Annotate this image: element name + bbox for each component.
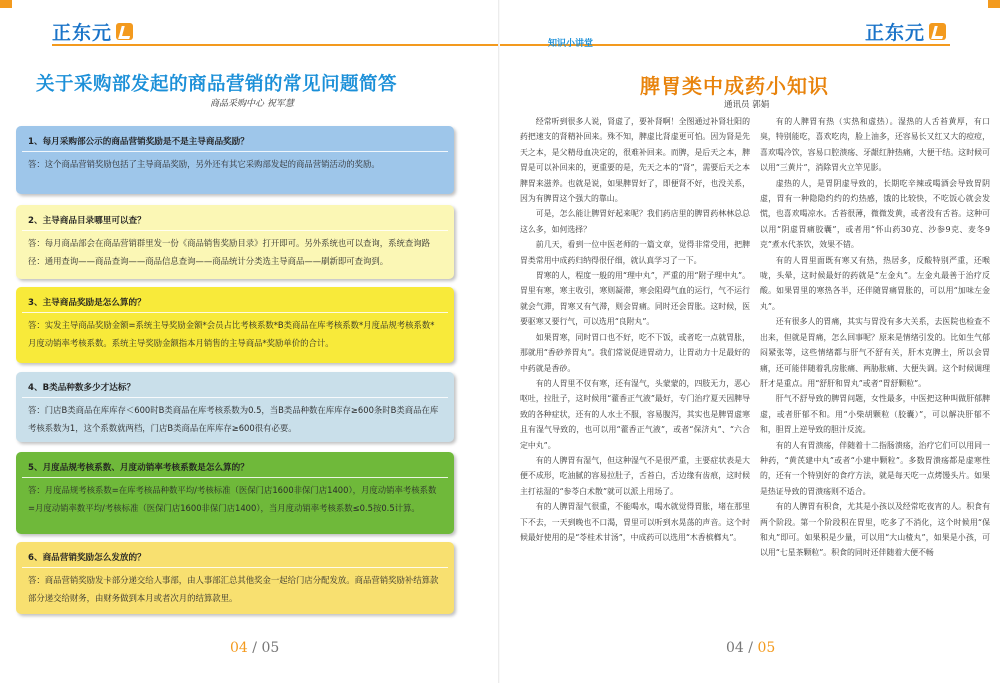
byline: 商品采购中心 祝军慧 [210,99,294,109]
page-title: 关于采购部发起的商品营销的常见问题简答 [36,74,398,95]
page-number [230,640,279,656]
article-paragraph: 前几天，看到一位中医老师的一篇文章，觉得非常受用，把脾胃类常用中成药归纳得很仔细，就认真学习了一下。 [520,240,750,265]
article-paragraph: 虚热的人，是胃阴虚导致的，长期吃辛辣或喝酒会导致胃阴虚，胃有一种隐隐约约的灼热感，饿的比较快，不吃饭心就会发慌，也喜欢喝凉水。舌苔很薄，微微发黄，或者没有舌苔。这种可以用“阴虚胃痛胶囊”，或者用“怀山药30克、沙参9克、麦冬9克”煮水代茶饮，效果不错。 [760,178,990,250]
article-paragraph: 有的人脾胃有积食，尤其是小孩以及经常吃夜宵的人。积食有两个阶段。第一个阶段积在胃里，吃多了不消化，这个时候用“保和丸”即可。如果积是少量，可以用“大山楂丸”，如果是小孩，可以用“七星茶颗粒”。积食的同时还伴随着大便不畅 [760,502,990,558]
logo-text: 正东元 [865,22,926,44]
faq-answer: 答：这个商品营销奖励包括了主导商品奖励，另外还有其它采购部发起的商品营销活动的奖励。 [28,159,380,169]
top-accent-bar [0,0,12,8]
faq-card [16,126,454,194]
logo-mark-icon [929,23,946,40]
article-paragraph: 有的人脾胃有湿气，但这种湿气不是很严重，主要症状表是大便不成形，吃油腻的容易拉肚子，舌苔白，舌边缘有齿痕，这时候主打祛湿的“参苓白术散”就可以派上用场了。 [520,455,750,496]
header-rule [52,44,500,46]
page-number-other: 05 [261,640,280,656]
faq-answer: 答：门店B类商品在库库存＜600时B类商品在库考核系数为0.5，当B类品种数在库库存≥600条时B类商品在库考核系数为1，这个系数就两档，门店B类商品在库库存≥600很有必要。 [28,405,439,433]
page-number-sep: / [748,640,753,656]
faq-question: 5、月度品规考核系数、月度动销率考核系数是怎么算的？ [28,463,249,473]
section-header: 知识小讲堂 [548,39,594,49]
page-number-current: 04 [230,640,248,656]
byline: 通讯员 郭娟 [724,100,770,110]
article-paragraph: 有的人脾胃湿气很重，不能喝水，喝水就觉得胃胀，堵在那里下不去，一天到晚也不口渴，胃里可以听到水晃荡的声音。这个时候最好使用的是“苓桂术甘汤”，中成药可以选用“木香槟榔丸”。 [520,502,750,542]
logo-mark-icon [116,23,133,40]
faq-card [16,205,454,279]
article-paragraph: 有的人有胃溃疡，伴随着十二指肠溃疡，治疗它们可以用同一种药，“黄芪建中丸”或者“小建中颗粒”。多数胃溃疡都是虚寒性的，还有一个特别好的食疗方法，就是每天吃一点烤馒头片。如果是热证导致的胃溃疡则不适合。 [760,440,990,496]
article-paragraph: 胃寒的人，程度一般的用“理中丸”，严重的用“附子理中丸”。胃里有寒，寒主收引，寒则凝滞，寒会阻碍气血的运行，气不运行就会气滞，胃寒又有气滞，则会胃痛。同时还会胃胀。这时候，医要驱寒又要行气，可以选用“良附丸”。 [520,271,750,327]
article-title: 脾胃类中成药小知识 [640,74,829,98]
faq-question: 3、主导商品奖励是怎么算的？ [28,298,146,308]
faq-question: 6、商品营销奖励怎么发放的？ [28,553,146,563]
faq-card [16,542,454,614]
faq-card [16,452,454,534]
page-number-other: 04 [726,640,744,656]
article-paragraph: 还有很多人的胃痛，其实与胃没有多大关系，去医院也检查不出来，但就是胃痛，怎么回事呢？原来是情绪引发的。比如生气郁闷紧张等，这些情绪都与肝气不舒有关，肝木克脾土，所以会胃痛，还可能伴随着乳房胀痛、两胁胀痛、大便失调。这个时候调理肝才是重点。用“舒肝和胃丸”或者“胃舒颗粒”。 [760,317,990,388]
faq-card [16,287,454,363]
logo [52,18,133,45]
article-paragraph: 如果胃寒，同时胃口也不好，吃不下饭，或者吃一点就胃胀，那就用“香砂养胃丸”。我们常说促进胃动力，让胃动力十足最好的中药就是香砂。 [520,332,750,373]
faq-card [16,372,454,442]
logo [865,18,946,45]
article-paragraph: 有的人胃里不仅有寒，还有湿气，头蒙蒙的，四肢无力，恶心呕吐，拉肚子，这时候用“藿香正气液”最好，专门治疗夏天因脾导致的各种症状，还有的人水土不服，容易腹泻，其实也是脾胃虚寒且有湿气导致的，也可以用“藿香正气液”，或者“保济丸”、“六合定中丸”。 [520,378,750,450]
top-accent-bar [988,0,1000,8]
faq-question: 2、主导商品目录哪里可以查？ [28,216,146,226]
faq-question: 4、B类品种数多少才达标？ [28,383,136,393]
faq-answer: 答：每月商品部会在商品营销群里发一份《商品销售奖励目录》打开即可。另外系统也可以查询，系统查询路径：通用查询——商品查询——商品信息查询——商品统计分类选主导商品——刷新即可查询到。 [28,238,430,266]
article-paragraph: 肝气不舒导致的脾胃问题，女性最多，中医把这种叫做肝郁脾虚，或者肝郁不和。用“小柴胡颗粒（胶囊）”，可以解决肝郁不和，胆胃上逆导致的胆汁反流。 [760,394,990,435]
article-paragraph: 经常听到很多人说，肾虚了，要补肾啊！全图通过补肾壮阳的药把速支的肾精补回来。殊不知，脾虚比肾虚更可怕。因为肾是先天之本，是父精母血决定的，很难补回来。而脾，是后天之本，脾胃是可以补回来的，更重要的是，先天之本的“肾”，需要后天之本脾胃来滋养。也就是说，如果脾胃好了，即便肾不好，也没关系，因为有脾胃这个强大的靠山。 [520,117,750,204]
article-paragraph: 可是，怎么能让脾胃好起来呢？我们药店里的脾胃药林林总总这么多，如何选择？ [520,209,750,234]
faq-answer: 答：实发主导商品奖励金额=系统主导奖励金额*会员占比考核系数*B类商品在库考核系数*月度品规考核系数*月度动销率考核系数。系统主导奖励金额指本月销售的主导商品*奖励单价的合计。 [28,320,435,348]
article-column-1 [520,114,750,634]
logo-text: 正东元 [52,22,113,44]
faq-answer: 答：商品营销奖励发卡部分递交给人事部，由人事部汇总其他奖金一起给门店分配发放。商品营销奖励补结算款部分递交给财务，由财务做到本月或者次月的结算款里。 [28,575,439,603]
faq-answer: 答：月度品规考核系数=在库考核品种数平均/考核标准（医保门店1600非保门店1400），月度动销率考核系数=月度动销率数平均/考核标准（医保门店1600非保门店1400），当月度动销率考核系数≤0.5按0.5计算。 [28,485,437,513]
article-paragraph: 有的人脾胃有热（实热和虚热）。湿热的人舌苔黄厚，有口臭，特别能吃，喜欢吃肉，脸上油多，还容易长又红又大的痘痘，喜欢喝冷饮，容易口腔溃疡、牙龈红肿热痛，大便干结。这时候可以用“三黄片”，消除胃火立竿见影。 [760,117,990,173]
article-paragraph: 有的人胃里面既有寒又有热，热居多，反酸特别严重，还喉咙，头晕，这时候最好的药就是“左金丸”。左金丸最善于治疗反酸。如果胃里的寒热各半，还伴随胃痛胃胀的，可以用“加味左金丸”。 [760,255,990,311]
page-number-sep: / [252,640,257,656]
page-number [726,640,775,656]
article-column-2 [760,114,990,634]
page-number-current: 05 [757,640,776,656]
faq-question: 1、每月采购部公示的商品营销奖励是不是主导商品奖励？ [28,137,249,147]
